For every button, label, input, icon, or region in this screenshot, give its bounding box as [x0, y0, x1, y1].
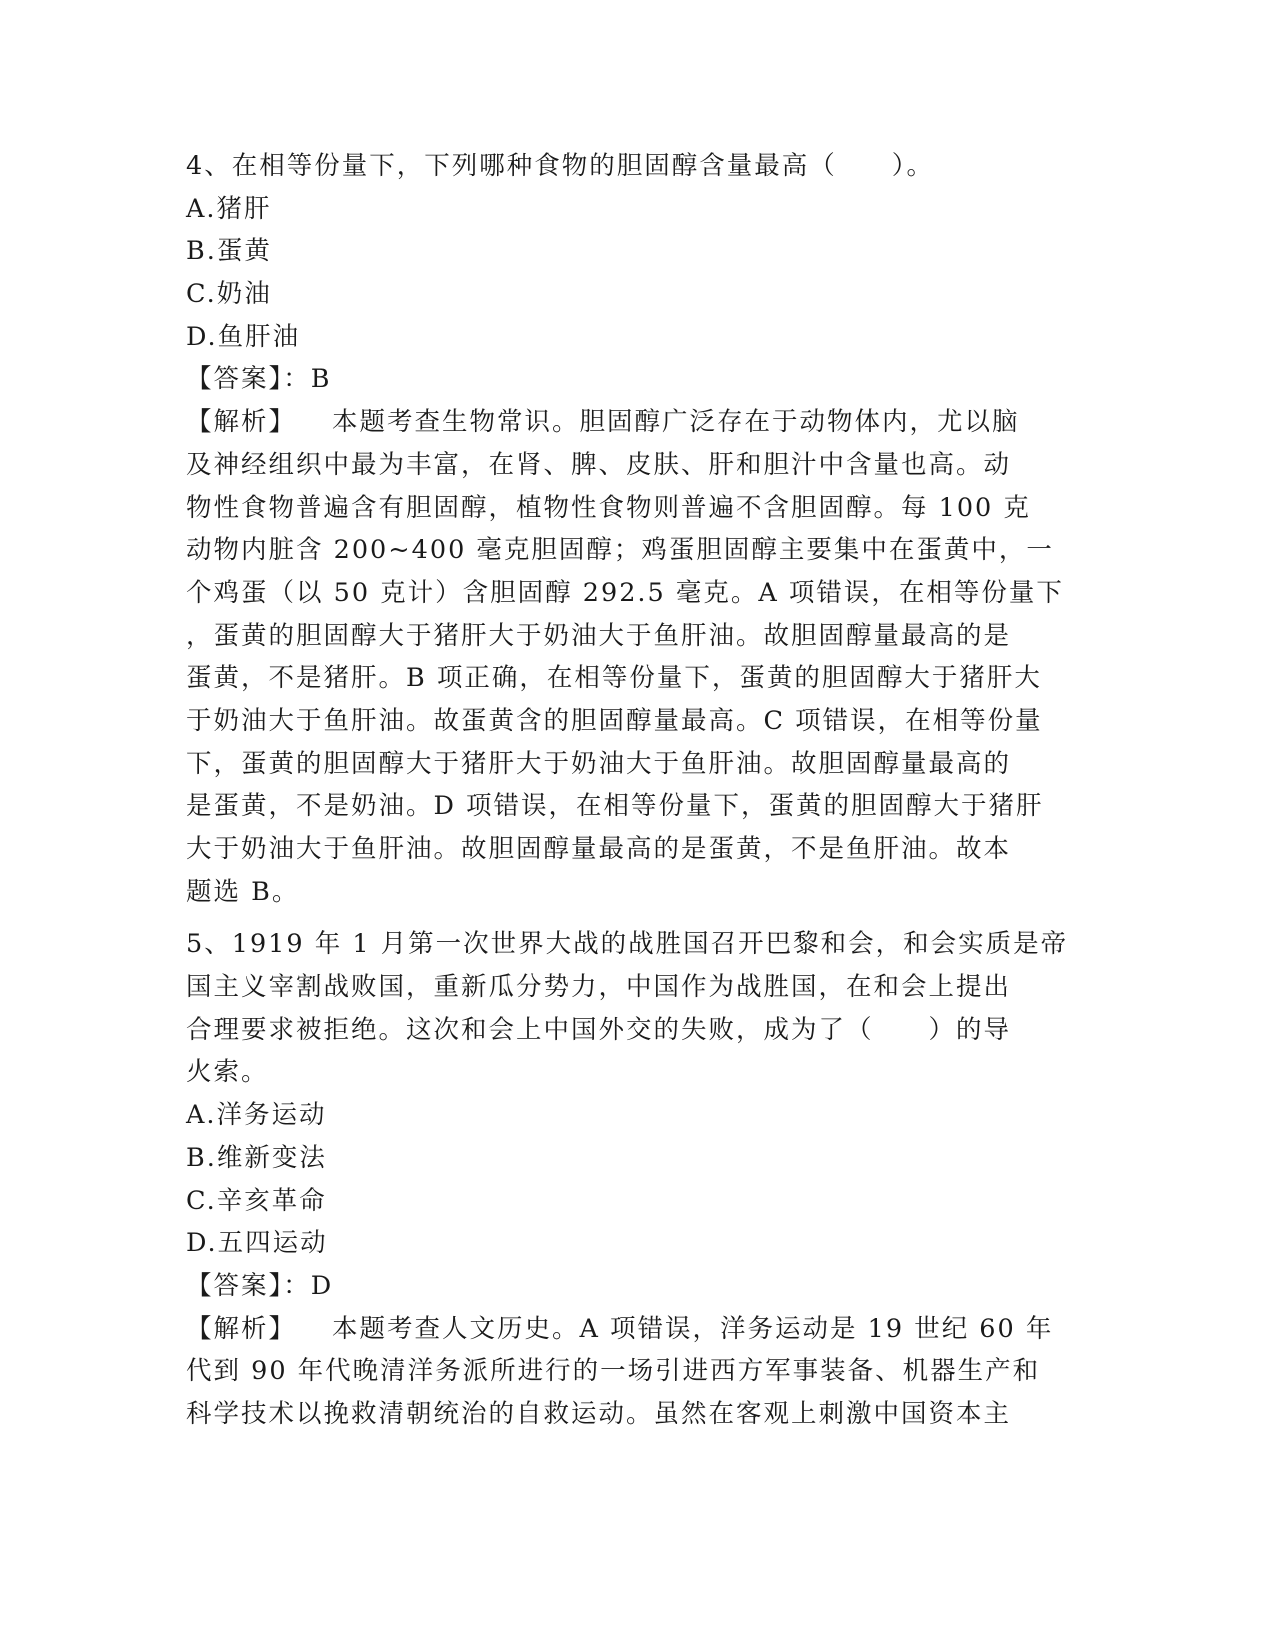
option-a: A.猪肝 — [186, 193, 272, 224]
option-b: B.维新变法 — [186, 1142, 327, 1173]
analysis-text: 物性食物普遍含有胆固醇，植物性食物则普遍不含胆固醇。每 100 克 — [186, 492, 1031, 523]
question-4 — [186, 145, 1086, 913]
document-page — [186, 145, 1086, 1436]
option-a: A.洋务运动 — [186, 1100, 327, 1131]
analysis-text: 动物内脏含 200~400 毫克胆固醇；鸡蛋胆固醇主要集中在蛋黄中，一 — [186, 535, 1054, 566]
question-stem: 5、1919 年 1 月第一次世界大战的战胜国召开巴黎和会，和会实质是帝 — [186, 929, 1069, 960]
analysis-text: 代到 90 年代晚清洋务派所进行的一场引进西方军事装备、机器生产和 — [186, 1356, 1041, 1387]
analysis-text: 下，蛋黄的胆固醇大于猪肝大于奶油大于鱼肝油。故胆固醇量最高的 — [186, 748, 1012, 779]
analysis-text: 科学技术以挽救清朝统治的自救运动。虽然在客观上刺激中国资本主 — [186, 1398, 1012, 1429]
answer-value: D — [310, 1270, 334, 1301]
analysis-line — [186, 401, 1086, 444]
answer-line — [186, 358, 1086, 401]
analysis-text: 及神经组织中最为丰富，在肾、脾、皮肤、肝和胆汁中含量也高。动 — [186, 449, 1012, 480]
analysis-text: 个鸡蛋（以 50 克计）含胆固醇 292.5 毫克。A 项错误，在相等份量下 — [186, 577, 1064, 608]
answer-label: 【答案】： — [186, 364, 311, 395]
option-c: C.奶油 — [186, 279, 272, 310]
answer-value: B — [310, 364, 332, 395]
question-stem: 国主义宰割战败国，重新瓜分势力，中国作为战胜国，在和会上提出 — [186, 972, 1012, 1003]
analysis-label: 【解析】 — [186, 407, 297, 438]
analysis-text: 于奶油大于鱼肝油。故蛋黄含的胆固醇量最高。C 项错误，在相等份量 — [186, 705, 1043, 736]
option-c: C.辛亥革命 — [186, 1185, 327, 1216]
question-stem: 火索。 — [186, 1057, 269, 1088]
analysis-text: 是蛋黄，不是奶油。D 项错误，在相等份量下，蛋黄的胆固醇大于猪肝 — [186, 791, 1044, 822]
answer-line — [186, 1265, 1086, 1308]
question-stem: 合理要求被拒绝。这次和会上中国外交的失败，成为了（ ）的导 — [186, 1014, 1012, 1045]
analysis-text: 蛋黄，不是猪肝。B 项正确，在相等份量下，蛋黄的胆固醇大于猪肝大 — [186, 663, 1042, 694]
analysis-line — [186, 1308, 1086, 1351]
option-b: B.蛋黄 — [186, 236, 272, 267]
answer-label: 【答案】： — [186, 1270, 311, 1301]
question-5 — [186, 923, 1086, 1435]
analysis-text: 本题考查生物常识。胆固醇广泛存在于动物体内，尤以脑 — [332, 407, 1020, 438]
analysis-label: 【解析】 — [186, 1313, 297, 1344]
question-stem: 4、在相等份量下，下列哪种食物的胆固醇含量最高（ ）。 — [186, 151, 934, 181]
analysis-text: 大于奶油大于鱼肝油。故胆固醇量最高的是蛋黄，不是鱼肝油。故本 — [186, 834, 1012, 864]
option-d: D.鱼肝油 — [186, 321, 301, 352]
analysis-text: ，蛋黄的胆固醇大于猪肝大于奶油大于鱼肝油。故胆固醇量最高的是 — [186, 620, 1012, 651]
option-d: D.五四运动 — [186, 1228, 328, 1259]
analysis-text: 题选 B。 — [186, 876, 300, 907]
analysis-text: 本题考查人文历史。A 项错误，洋务运动是 19 世纪 60 年 — [332, 1313, 1054, 1344]
